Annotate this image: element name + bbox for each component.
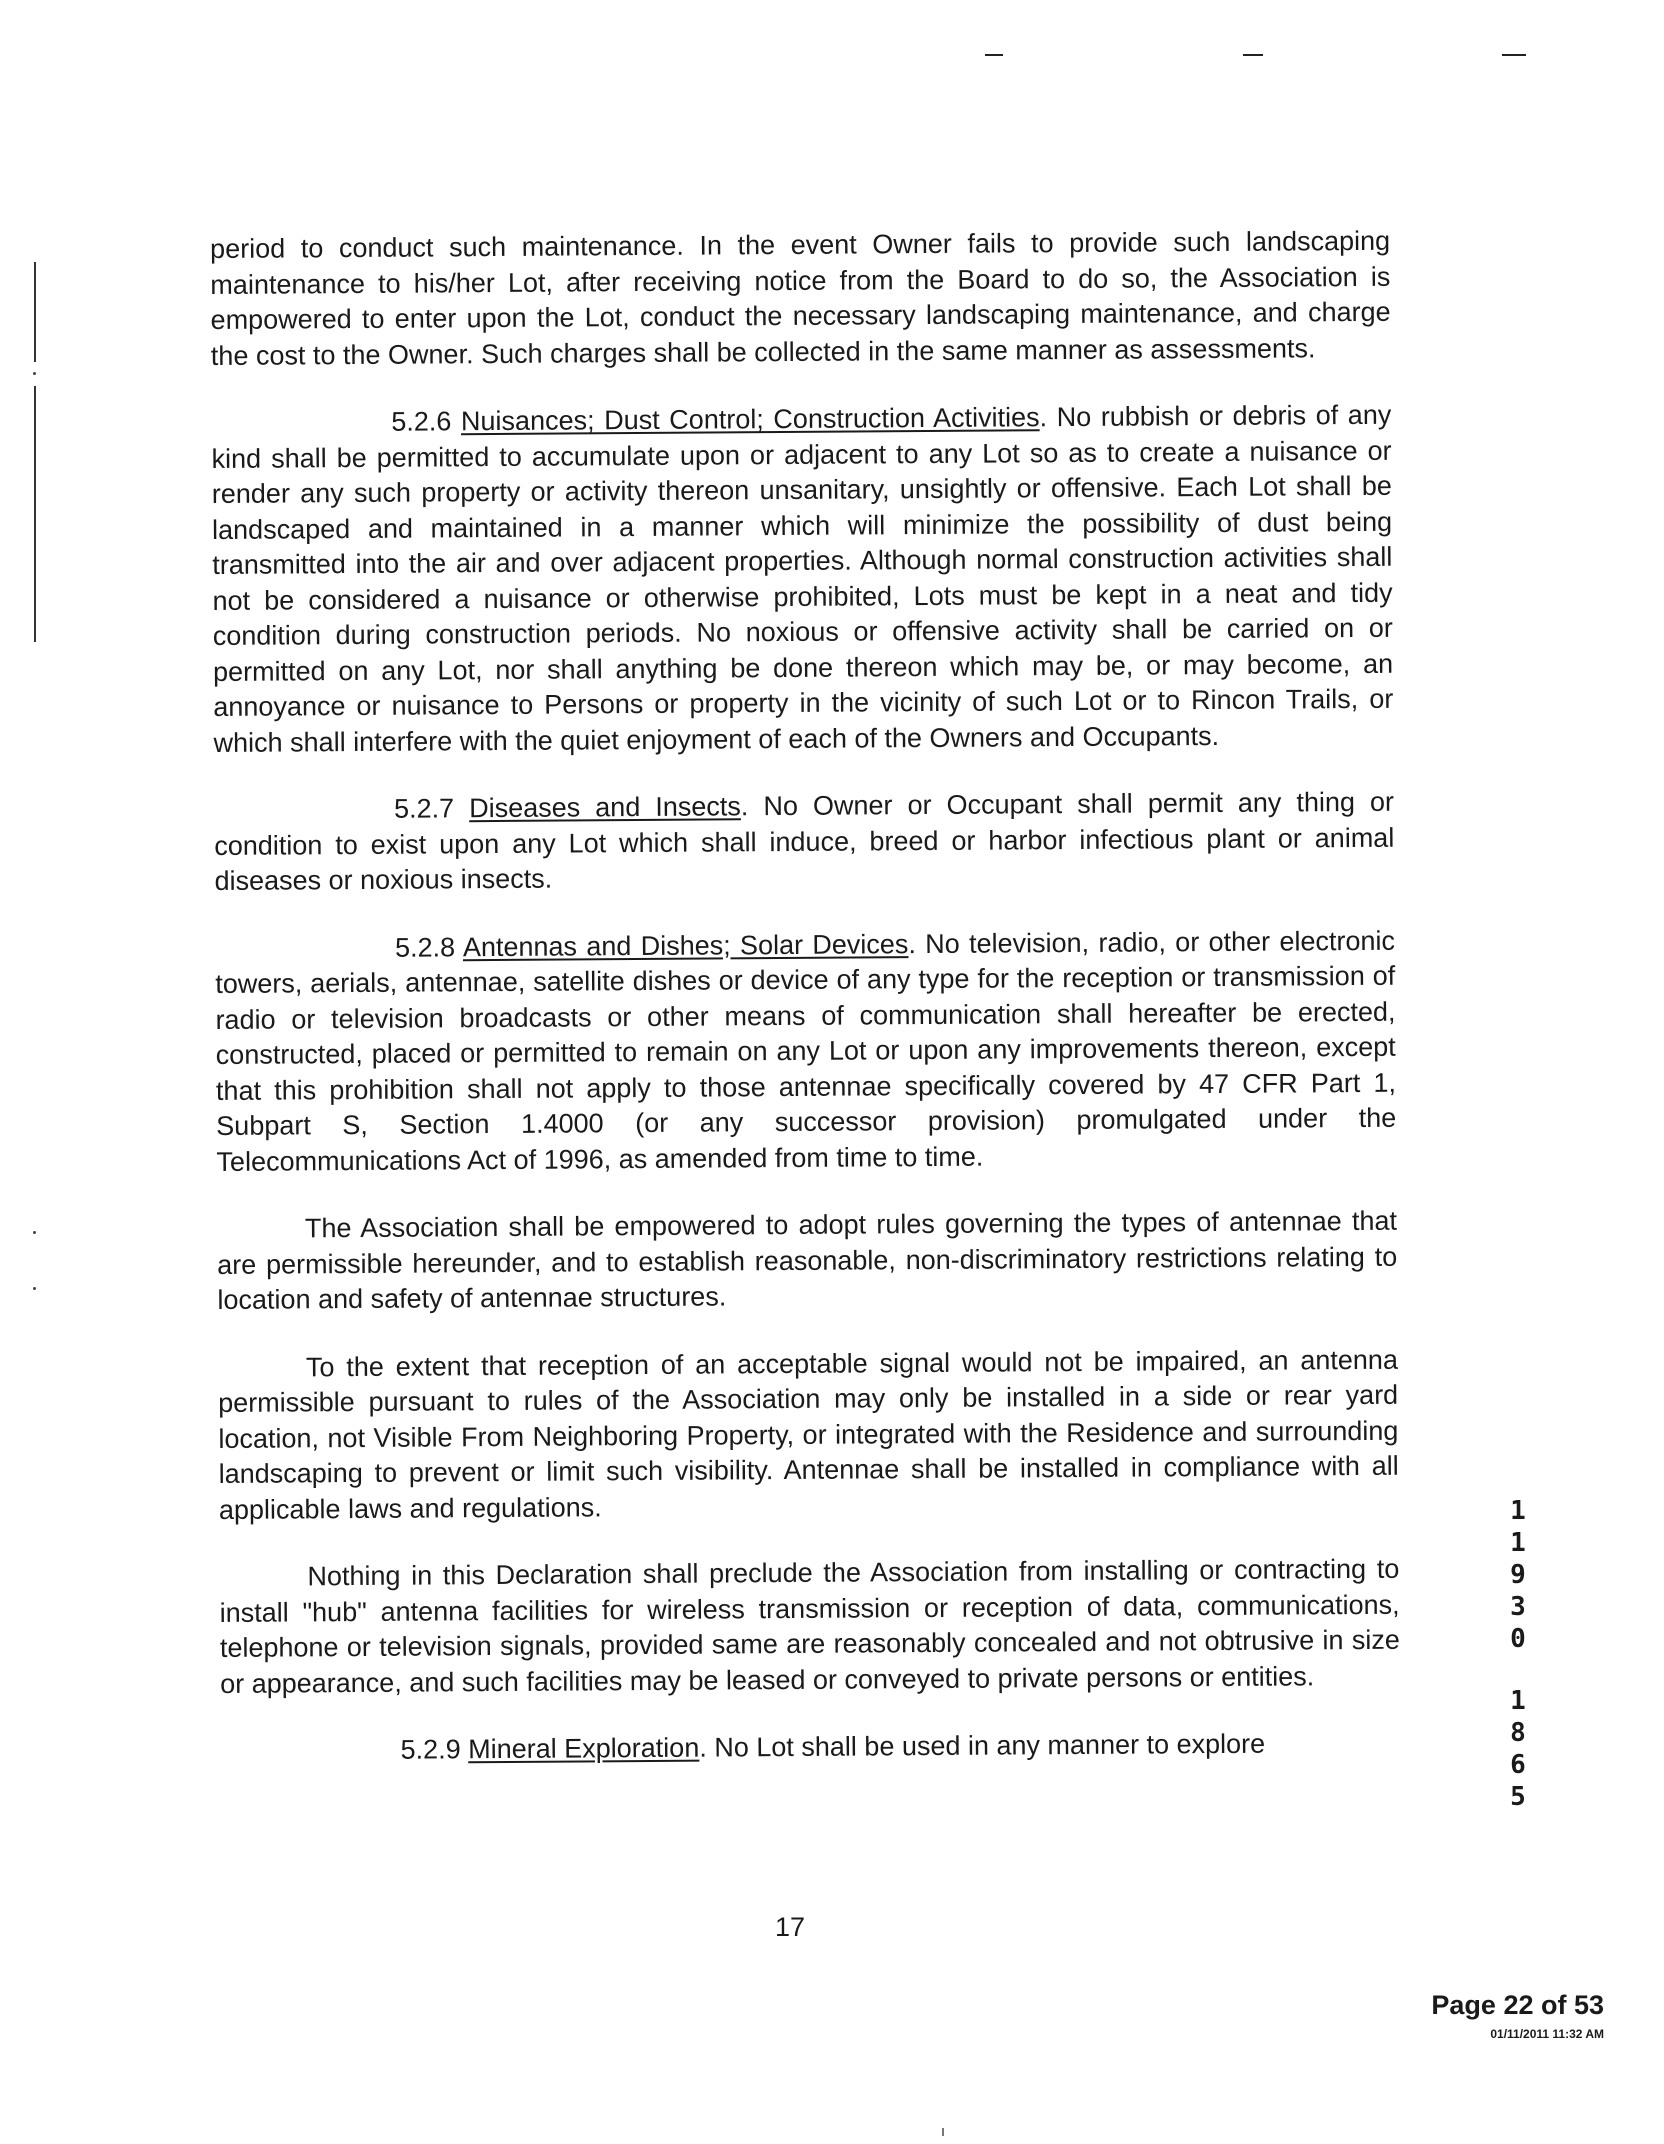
recording-digit: 5 xyxy=(1510,1782,1526,1812)
recorder-stamp xyxy=(1431,1990,1604,2041)
section-heading: Antennas and Dishes; Solar Devices xyxy=(462,928,909,962)
margin-mark xyxy=(33,1231,36,1234)
recording-digit: 1 xyxy=(1510,1528,1526,1558)
section-heading: Nuisances; Dust Control; Construction Activities xyxy=(460,402,1040,437)
recording-number xyxy=(1506,1495,1530,1813)
section-5-2-7 xyxy=(214,785,1395,900)
paragraph-antenna-placement xyxy=(218,1342,1399,1528)
section-text: . No rubbish or debris of any kind shall be permitted to accumulate upon or adjacent to any Lot so as to create a nuisance or render any such property or activity thereon unsanitary, unsightly or offensive. Each Lot shall be landscaped and maintained in a manner which will minimize the possibility of dust being transmitted into the air and over adjacent properties. Although normal construction activities shall not be considered a nuisance or otherwise prohibited, Lots must be kept in a neat and tidy condition during construction periods. No noxious or offensive activity shall be carried on or permitted on any Lot, nor shall anything be done thereon which may be, or may become, an annoyance or nuisance to Persons or property in the vicinity of such Lot or to Rincon Trails, or which shall interfere with the quiet enjoyment of each of the Owners and Occupants. xyxy=(211,399,1394,758)
section-number: 5.2.6 xyxy=(391,406,452,437)
paragraph-antenna-rules xyxy=(217,1204,1398,1319)
recording-digit: 9 xyxy=(1510,1560,1526,1590)
section-5-2-9 xyxy=(220,1726,1400,1770)
section-number: 5.2.9 xyxy=(400,1734,461,1765)
recording-digit: 8 xyxy=(1510,1718,1526,1748)
recording-digit: 6 xyxy=(1510,1750,1526,1780)
paragraph-continued xyxy=(210,224,1391,374)
section-5-2-8 xyxy=(215,923,1397,1180)
section-text: . No Owner or Occupant shall permit any thing or condition to exist upon any Lot which shall induce, breed or harbor infectious plant or animal diseases or noxious insects. xyxy=(214,786,1395,896)
document-body xyxy=(210,224,1401,1802)
scan-artifact xyxy=(942,2128,944,2136)
section-number: 5.2.8 xyxy=(394,931,456,963)
scan-dash-1 xyxy=(985,54,1003,56)
paragraph-text: Nothing in this Declaration shall preclude the Association from installing or contracting to install "hub" antenna facilities for wireless transmission or reception of data, communications, telephone or television signals, provided same are reasonably concealed and not obtrusive in size or appearance, and such facilities may be leased or conveyed to private persons or entities. xyxy=(219,1553,1400,1699)
section-text: . No Lot shall be used in any manner to explore xyxy=(699,1728,1266,1763)
paragraph-text: The Association shall be empowered to adopt rules governing the types of antennae that are permissible hereunder, and to establish reasonable, non-discriminatory restrictions relating to location and safety of antennae structures. xyxy=(217,1205,1398,1315)
recording-digit: 3 xyxy=(1510,1592,1526,1622)
recording-digit: 1 xyxy=(1510,1686,1526,1716)
page-number: 17 xyxy=(775,1912,806,1942)
scan-dash-3 xyxy=(1502,54,1526,56)
paragraph-text: To the extent that reception of an acceptable signal would not be impaired, an antenna permissible pursuant to rules of the Association may only be installed in a side or rear yard location, not Visible From Neighboring Property, or integrated with the Residence and surrounding landscaping to prevent or limit such visibility. Antennae shall be installed in compliance with all applicable laws and regulations. xyxy=(218,1344,1399,1525)
margin-mark xyxy=(33,1287,36,1290)
margin-mark xyxy=(33,372,36,375)
revision-bar-upper xyxy=(34,262,36,362)
revision-bar-lower xyxy=(34,386,36,642)
section-heading: Mineral Exploration xyxy=(468,1732,700,1765)
recording-digit: 1 xyxy=(1510,1496,1526,1526)
scan-dash-2 xyxy=(1243,54,1263,56)
page-count-label: Page 22 of 53 xyxy=(1431,1990,1604,2020)
record-timestamp: 01/11/2011 11:32 AM xyxy=(1490,2027,1604,2041)
section-number: 5.2.7 xyxy=(393,793,455,824)
section-text: . No television, radio, or other electronic towers, aerials, antennae, satellite dishes or device of any type for the reception or transmission of radio or television broadcasts or other means of communication shall hereafter be erected, constructed, placed or permitted to remain on any Lot or upon any improvements thereon, except that this prohibition shall not apply to those antennae specifically covered by 47 CFR Part 1, Subpart S, Section 1.4000 (or any successor provision) promulgated under the Telecommunications Act of 1996, as amended from time to time. xyxy=(215,925,1397,1177)
paragraph-hub-antenna xyxy=(219,1552,1400,1702)
paragraph-text: period to conduct such maintenance. In the event Owner fails to provide such landscaping maintenance to his/her Lot, after receiving notice from the Board to do so, the Association is empowered to enter upon the Lot, conduct the necessary landscaping maintenance, and charge the cost to the Owner. Such charges shall be collected in the same manner as assessments. xyxy=(210,225,1391,371)
section-5-2-6 xyxy=(211,398,1393,761)
recording-digit: 0 xyxy=(1510,1624,1526,1654)
section-heading: Diseases and Insects xyxy=(469,791,741,824)
